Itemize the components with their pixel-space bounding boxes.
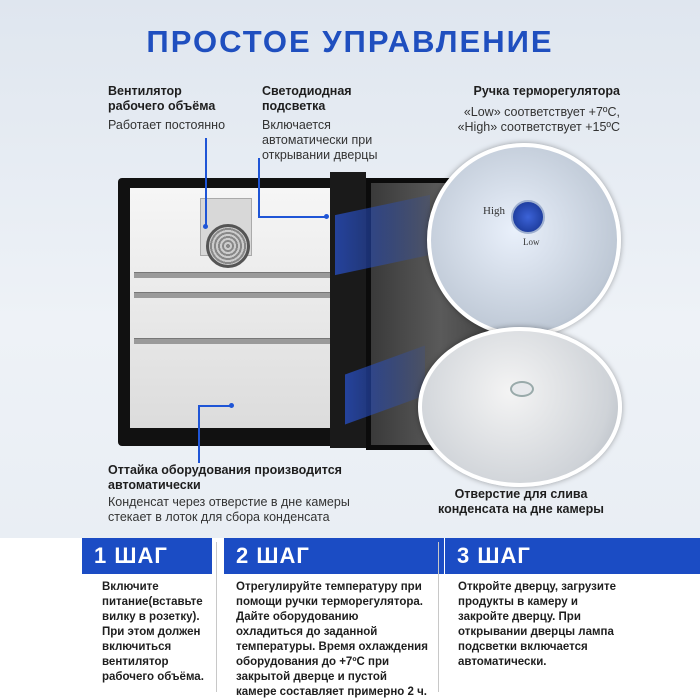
steps-section <box>0 538 700 700</box>
shelf <box>134 292 337 298</box>
handle-annotation <box>420 84 620 135</box>
drain-annotation <box>426 487 616 517</box>
leader-line <box>198 405 230 407</box>
drain-heading: Отверстие для слива конденсата на дне камеры <box>438 487 604 516</box>
fan-grille <box>206 224 250 268</box>
handle-heading: Ручка терморегулятора <box>473 84 620 98</box>
fridge-interior <box>130 188 341 428</box>
led-annotation <box>262 84 402 163</box>
step-2-label: 2 ШАГ <box>224 538 444 574</box>
drain-hole-icon <box>510 381 534 397</box>
knob-low-label: Low <box>523 237 540 247</box>
fan-annotation <box>108 84 238 133</box>
drain-zoom <box>418 327 622 487</box>
defrost-heading: Оттайка оборудования производится автоматически <box>108 463 342 492</box>
step-3-text: Откройте дверцу, загрузите продукты в камеру и закройте дверцу. При открывании дверцы лампа подсветки включается автоматически. <box>458 581 616 668</box>
handle-line2: «High» соответствует +15ºС <box>457 120 620 134</box>
shelf <box>134 338 337 344</box>
handle-line1: «Low» соответствует +7ºС, <box>463 105 620 119</box>
leader-dot <box>324 214 329 219</box>
leader-line <box>258 216 326 218</box>
step-1-text: Включите питание(вставьте вилку в розетку). При этом должен включиться вентилятор рабочего объёма. <box>102 581 204 683</box>
defrost-annotation <box>108 463 378 525</box>
led-text: Включается автоматически при открывании дверцы <box>262 118 378 162</box>
thermostat-zoom <box>427 143 621 337</box>
divider <box>438 542 439 692</box>
led-heading: Светодиодная подсветка <box>262 84 352 113</box>
fridge-body <box>118 178 354 446</box>
leader-line <box>258 158 260 218</box>
fan-text: Работает постоянно <box>108 118 226 132</box>
thermostat-knob-icon <box>511 200 545 234</box>
knob-high-label: High <box>483 205 505 217</box>
divider <box>216 542 217 692</box>
step-3-label: 3 ШАГ <box>445 538 700 574</box>
leader-line <box>198 405 200 463</box>
leader-dot <box>203 224 208 229</box>
fan-heading: Вентилятор рабочего объёма <box>108 84 216 113</box>
leader-dot <box>229 403 234 408</box>
leader-line <box>205 138 207 226</box>
page-title: ПРОСТОЕ УПРАВЛЕНИЕ <box>146 24 554 59</box>
shelf <box>134 272 337 278</box>
step-2-text: Отрегулируйте температуру при помощи ручки терморегулятора. Дайте оборудованию охладиться до заданной температуры. Время охлаждения оборудования до +7ºС при закрытой дверце и пустой камере составляет примерно 2 ч. <box>236 581 428 698</box>
defrost-text: Конденсат через отверстие в дне камеры стекает в лоток для сбора конденсата <box>108 495 350 524</box>
step-1-label: 1 ШАГ <box>82 538 212 574</box>
